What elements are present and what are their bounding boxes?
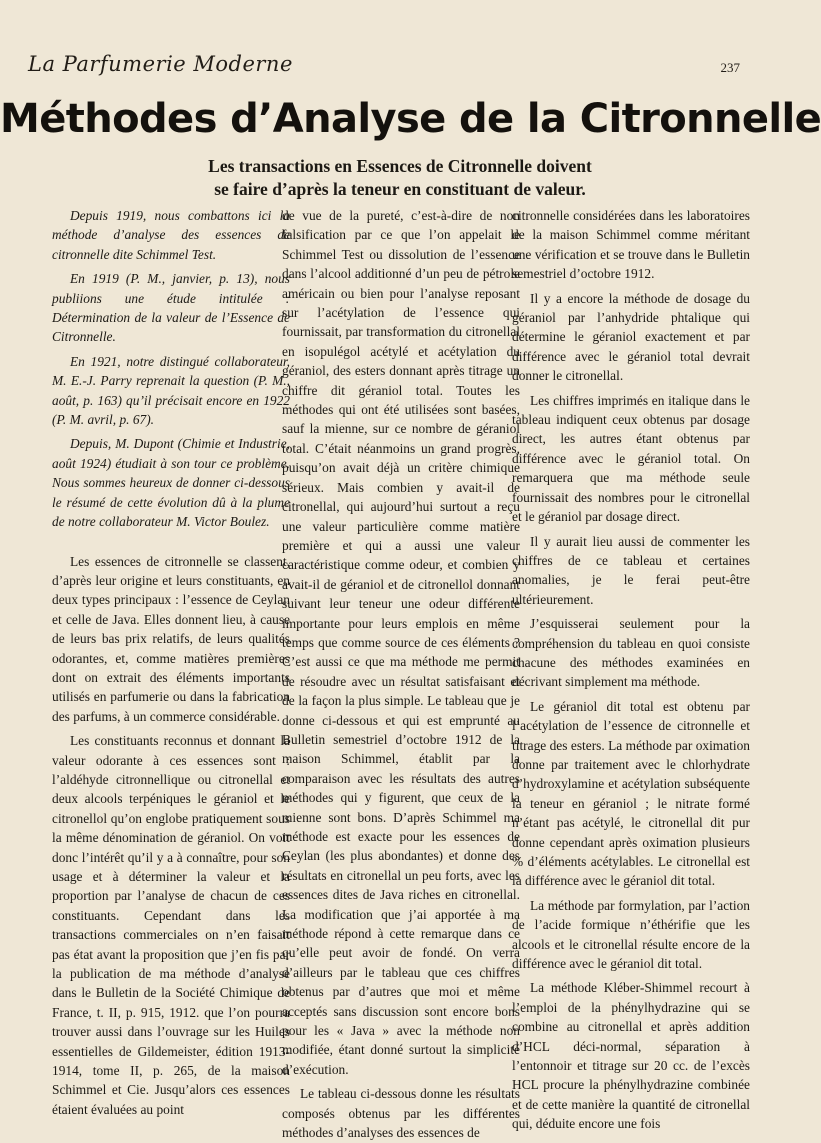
body-paragraph: Il y aurait lieu aussi de commenter les chiffres de ce tableau et certaines anomalies, je le ferai peut-être ultérieurement. — [512, 533, 750, 607]
column-1 — [52, 206, 290, 1117]
section-gap — [52, 537, 290, 552]
intro-paragraph: Depuis 1919, nous combattons ici la méthode d’analyse des essences de citronnelle dite Schimmel Test. — [52, 208, 290, 262]
body-paragraph: J’esquisserai seulement pour la compréhension du tableau en quoi consiste chacune des méthodes examinées en décrivant simplement ma méthode. — [512, 616, 750, 690]
body-paragraph: La méthode par formylation, par l’action de l’acide formique n’éthérifie que les alcools et le citronellal résulte encore de la différence avec le géraniol dit total. — [512, 897, 750, 972]
masthead: La Parfumerie Moderne — [28, 52, 293, 76]
subtitle-line: se faire d’après la teneur en constituant de valeur. — [214, 179, 586, 199]
body-paragraph: Les constituants reconnus et donnant la valeur odorante à ces essences sont : l’aldéhyde citronnellique ou citronellal et deux alcools terpéniques le géraniol et le citronellol qu’on englobe pratiquement sous la même dénomination de géraniol. On voit donc l’intérêt qu’il y a à connaître, pour son usage et à déterminer la valeur et la proportion par l’analyse de chacun de ces constituants. Cependant dans les transactions commerciales on n’en faisait pas état avant la proposition que j’en fis par la publication de ma méthode d’analyse dans le Bulletin de la Société Chimique de France, t. II, p. 915, 1912. que l’on pourra trouver aussi dans l’ouvrage sur les Huiles essentielles de Gildemeister, édition 1913-1914, tome II, p. 265, de la maison Schimmel et Cie. Jusqu’alors ces essences étaient évaluées au point — [52, 733, 290, 1117]
page-number: 237 — [720, 60, 740, 75]
body-paragraph: Il y a encore la méthode de dosage du géraniol par l’anhydride phtalique qui détermine le géraniol exactement et par différence avec le géraniol total devrait donner le citronellal. — [512, 290, 750, 384]
subtitle-line: Les transactions en Essences de Citronnelle doivent — [208, 156, 592, 176]
body-paragraph: Les essences de citronnelle se classent, d’après leur origine et leurs constituants, en deux types principaux : l’essence de Ceylan et celle de Java. Elles donnent lieu, à cause de leurs bas prix relatifs, de leurs qualités odorantes, et, comme matières premières dont on extrait des éléments importants utilisés en parfumerie ou dans la fabrication des parfums, à un commerce considérable. — [52, 553, 290, 724]
article-title: Méthodes d’Analyse de la Citronnelle — [0, 96, 821, 142]
body-paragraph: de vue de la pureté, c’est-à-dire de non falsification par ce que l’on appelait le Schimmel Test ou dissolution de l’essence dans l’alcool additionné d’un peu de pétrole américain ou bien pour l’analyse reposant sur l’acétylation de l’essence qui fournissait, par transformation du citronellal en isopulégol acétylé et acétylation du géraniol, des esters donnant après titrage un chiffre dit géraniol total. Toutes les méthodes qui ont été utilisées sont basées, sauf la mienne, sur ce nombre de géraniol total. C’était néanmoins un grand progrès, puisqu’on avait déjà un critère chimique sérieux. Mais combien y avait-il de citronellal, qui aujourd’hui surtout a reçu une valeur particulière comme matière première et qui a aussi une valeur caractéristique comme odeur, et combien y avait-il de géraniol et de citronellol donnant suivant leur teneur une odeur différente importante pour leurs emplois en même temps que comme source de ces éléments ? C’est aussi ce que ma méthode me permit de résoudre avec un résultat satisfaisant et de la façon la plus simple. Le tableau que je donne ci-dessous et qui est emprunté au Bulletin semestriel d’octobre 1912 de la maison Schimmel, établit par la comparaison avec les résultats des autres méthodes qui y figurent, que ceux de la mienne sont bons. D’après Schimmel ma méthode est exacte pour les essences de Ceylan (les plus abondantes) et donne des résultats en citronellal un peu forts, avec les essences dites de Java riches en citronellal. La modification que j’ai apportée à ma méthode répond à cette remarque dans ce qu’elle peut avoir de fondé. On verra d’ailleurs par le tableau que ces chiffres obtenus par d’autres que moi et même acceptés sans discussion sont encore bons pour les « Java » avec la méthode non modifiée, étant donné surtout la simplicité d’exécution. — [282, 208, 520, 1077]
intro-paragraph: En 1919 (P. M., janvier, p. 13), nous publiions une étude intitulée : Détermination de la valeur de l’Essence de Citronnelle. — [52, 271, 290, 345]
body-paragraph: Le géraniol dit total est obtenu par l’acétylation de l’essence de citronnelle et titrage des esters. La méthode par oximation donne par traitement avec le chlorhydrate d’hydroxylamine et acétylation subséquente la teneur en géraniol ; le nitrate formé n’étant pas acétylé, le citronellal dit pur donne cependant après oximation plusieurs % d’éléments acétylables. Le citronellal est la différence avec le géraniol dit total. — [512, 698, 750, 889]
column-3 — [512, 206, 750, 1132]
column-2 — [282, 206, 520, 1141]
body-paragraph: Les chiffres imprimés en italique dans le tableau indiquent ceux obtenus par dosage direct, les autres étant obtenus par différence avec le géraniol total. On remarquera que ma méthode seule fournissait des nombres pour le citronellal et le géraniol par dosage direct. — [512, 392, 750, 525]
body-paragraph: citronnelle considérées dans les laboratoires de la maison Schimmel comme méritant une vérification et se trouve dans le Bulletin semestriel d’octobre 1912. — [512, 208, 750, 282]
intro-paragraph: Depuis, M. Dupont (Chimie et Industrie, août 1924) étudiait à son tour ce problème. Nous sommes heureux de donner ci-dessous le résumé de cette évolution dû à la plume de notre collaborateur M. Victor Boulez. — [52, 436, 290, 530]
body-paragraph: La méthode Kléber-Shimmel recourt à l’emploi de la phénylhydrazine qui se combine au citronellal et après addition d’HCL déci-normal, séparation à l’entonnoir et titrage sur 20 cc. de l’excès HCL procure la phénylhydrazine combinée et de cette manière la quantité de citronellal qui, déduite encore une fois — [512, 980, 750, 1132]
intro-paragraph: En 1921, notre distingué collaborateur, M. E.-J. Parry reprenait la question (P. M., août, p. 163) qu’il précisait encore en 1922 (P. M. avril, p. 67). — [52, 353, 290, 428]
body-paragraph: Le tableau ci-dessous donne les résultats composés obtenus par les différentes méthodes d’analyses des essences de — [282, 1086, 520, 1141]
article-subtitle — [80, 155, 720, 201]
